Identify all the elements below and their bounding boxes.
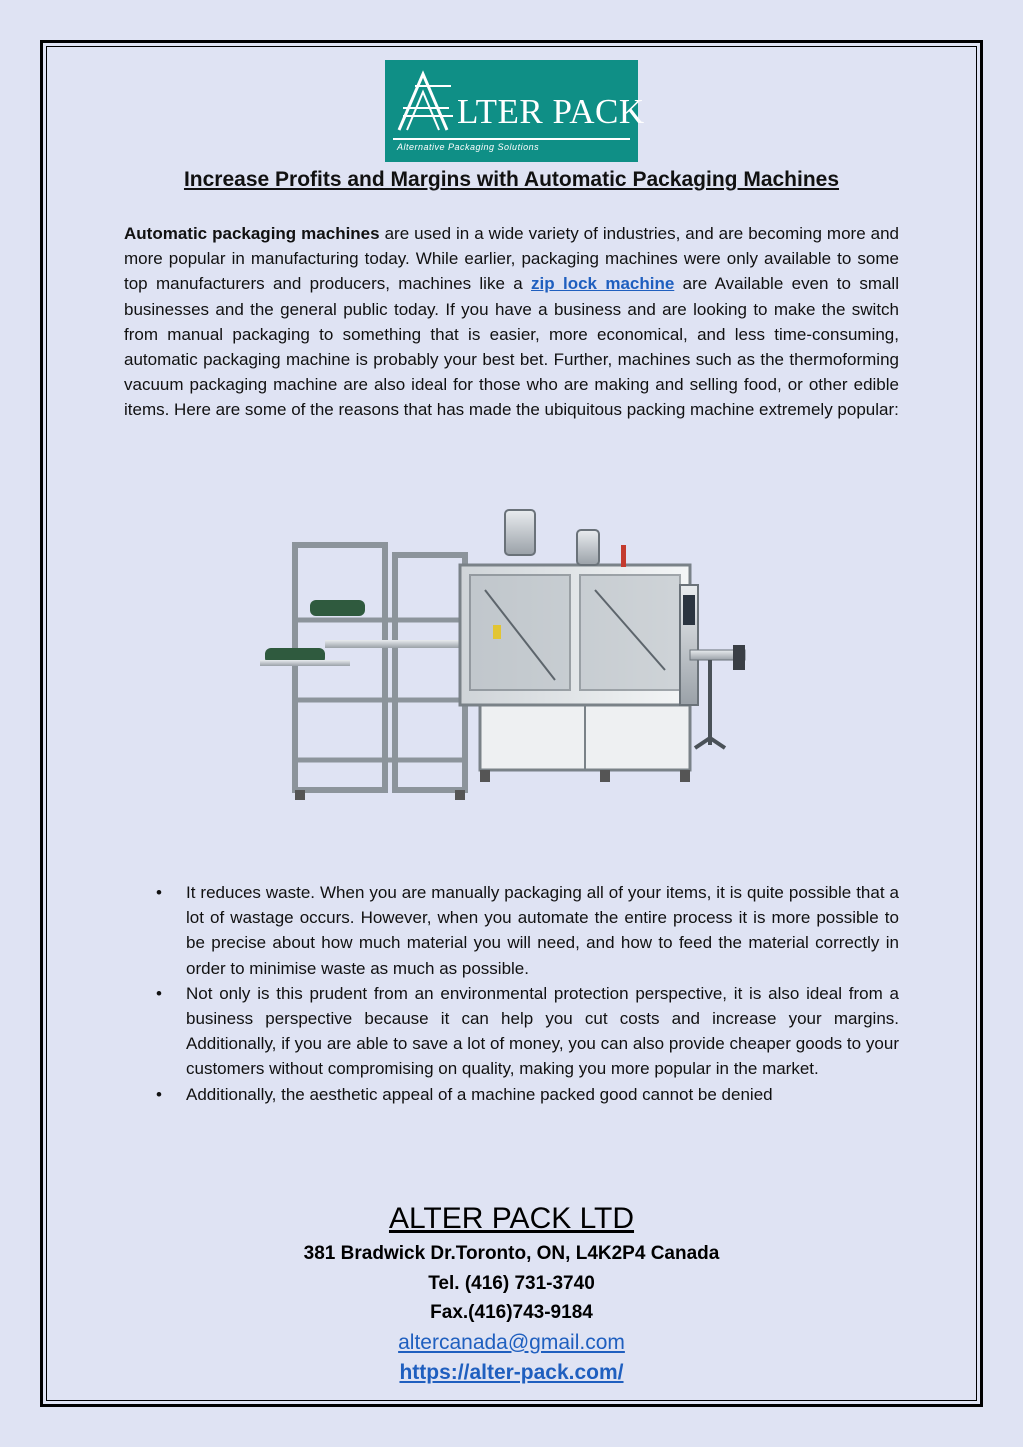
company-fax: Fax.(416)743-9184 <box>430 1302 593 1323</box>
bullet-icon: • <box>156 883 162 902</box>
bullet-icon: • <box>156 1084 162 1104</box>
intro-text-after-link: are Available even to small businesses and the general public today. If you have a business and are looking to make the switch from manual packaging to something that is easier, more economical, and less time-consuming, automatic packaging machine is probably your best bet. Further, machines such as the thermoforming vacuum packaging machine are also ideal for those who are making and selling food, or other edible items. Here are some of the reasons that has made the ubiquitous packing machine extremely popular: <box>124 274 899 420</box>
company-phone: Tel. (416) 731-3740 <box>428 1272 595 1294</box>
bullet-icon: • <box>156 983 162 1003</box>
list-item <box>156 880 899 981</box>
list-item <box>156 981 899 1082</box>
company-name: ALTER PACK LTD <box>388 1202 635 1235</box>
list-item-text: Not only is this prudent from an environmental protection perspective, it is also ideal from a business perspective because it can help you cut costs and increase your margins. Additionally, if you are able to save a lot of money, you can also provide cheaper goods to your customers without compromising on quality, making you more popular in the market. <box>186 983 899 1079</box>
list-item-text: Additionally, the aesthetic appeal of a machine packed good cannot be denied <box>186 1084 773 1104</box>
company-address: 381 Bradwick Dr.Toronto, ON, L4K2P4 Canada <box>303 1243 720 1264</box>
list-item <box>156 1082 899 1107</box>
logo-emblem-icon <box>393 68 455 136</box>
benefits-list <box>156 880 899 1107</box>
intro-text-before-link: are used in a wide variety of industries, and are becoming more and more popular in manufacturing today. While earlier, packaging machines were only available to some top manufacturers and producers, machines like a <box>124 224 900 294</box>
intro-paragraph <box>124 221 899 423</box>
logo-divider <box>393 138 630 140</box>
intro-bold-lead: Automatic packaging machines <box>124 224 380 243</box>
logo-tagline: Alternative Packaging Solutions <box>397 142 540 152</box>
company-website-link[interactable]: https://alter-pack.com/ <box>399 1361 624 1384</box>
page-title: Increase Profits and Margins with Automatic Packaging Machines <box>183 168 840 191</box>
logo-wordmark: LTER PACK <box>457 92 645 131</box>
alter-pack-logo <box>385 60 645 162</box>
packaging-machine-image <box>255 500 755 835</box>
company-contact-block <box>0 1199 1023 1389</box>
zip-lock-machine-link[interactable]: zip lock machine <box>531 274 675 294</box>
company-email-link[interactable]: altercanada@gmail.com <box>398 1330 625 1354</box>
list-item-text: It reduces waste. When you are manually packaging all of your items, it is quite possible that a lot of wastage occurs. However, when you automate the entire process it is more possible to be precise about how much material you will need, and how to feed the material correctly in order to minimise waste as much as possible. <box>186 883 899 978</box>
